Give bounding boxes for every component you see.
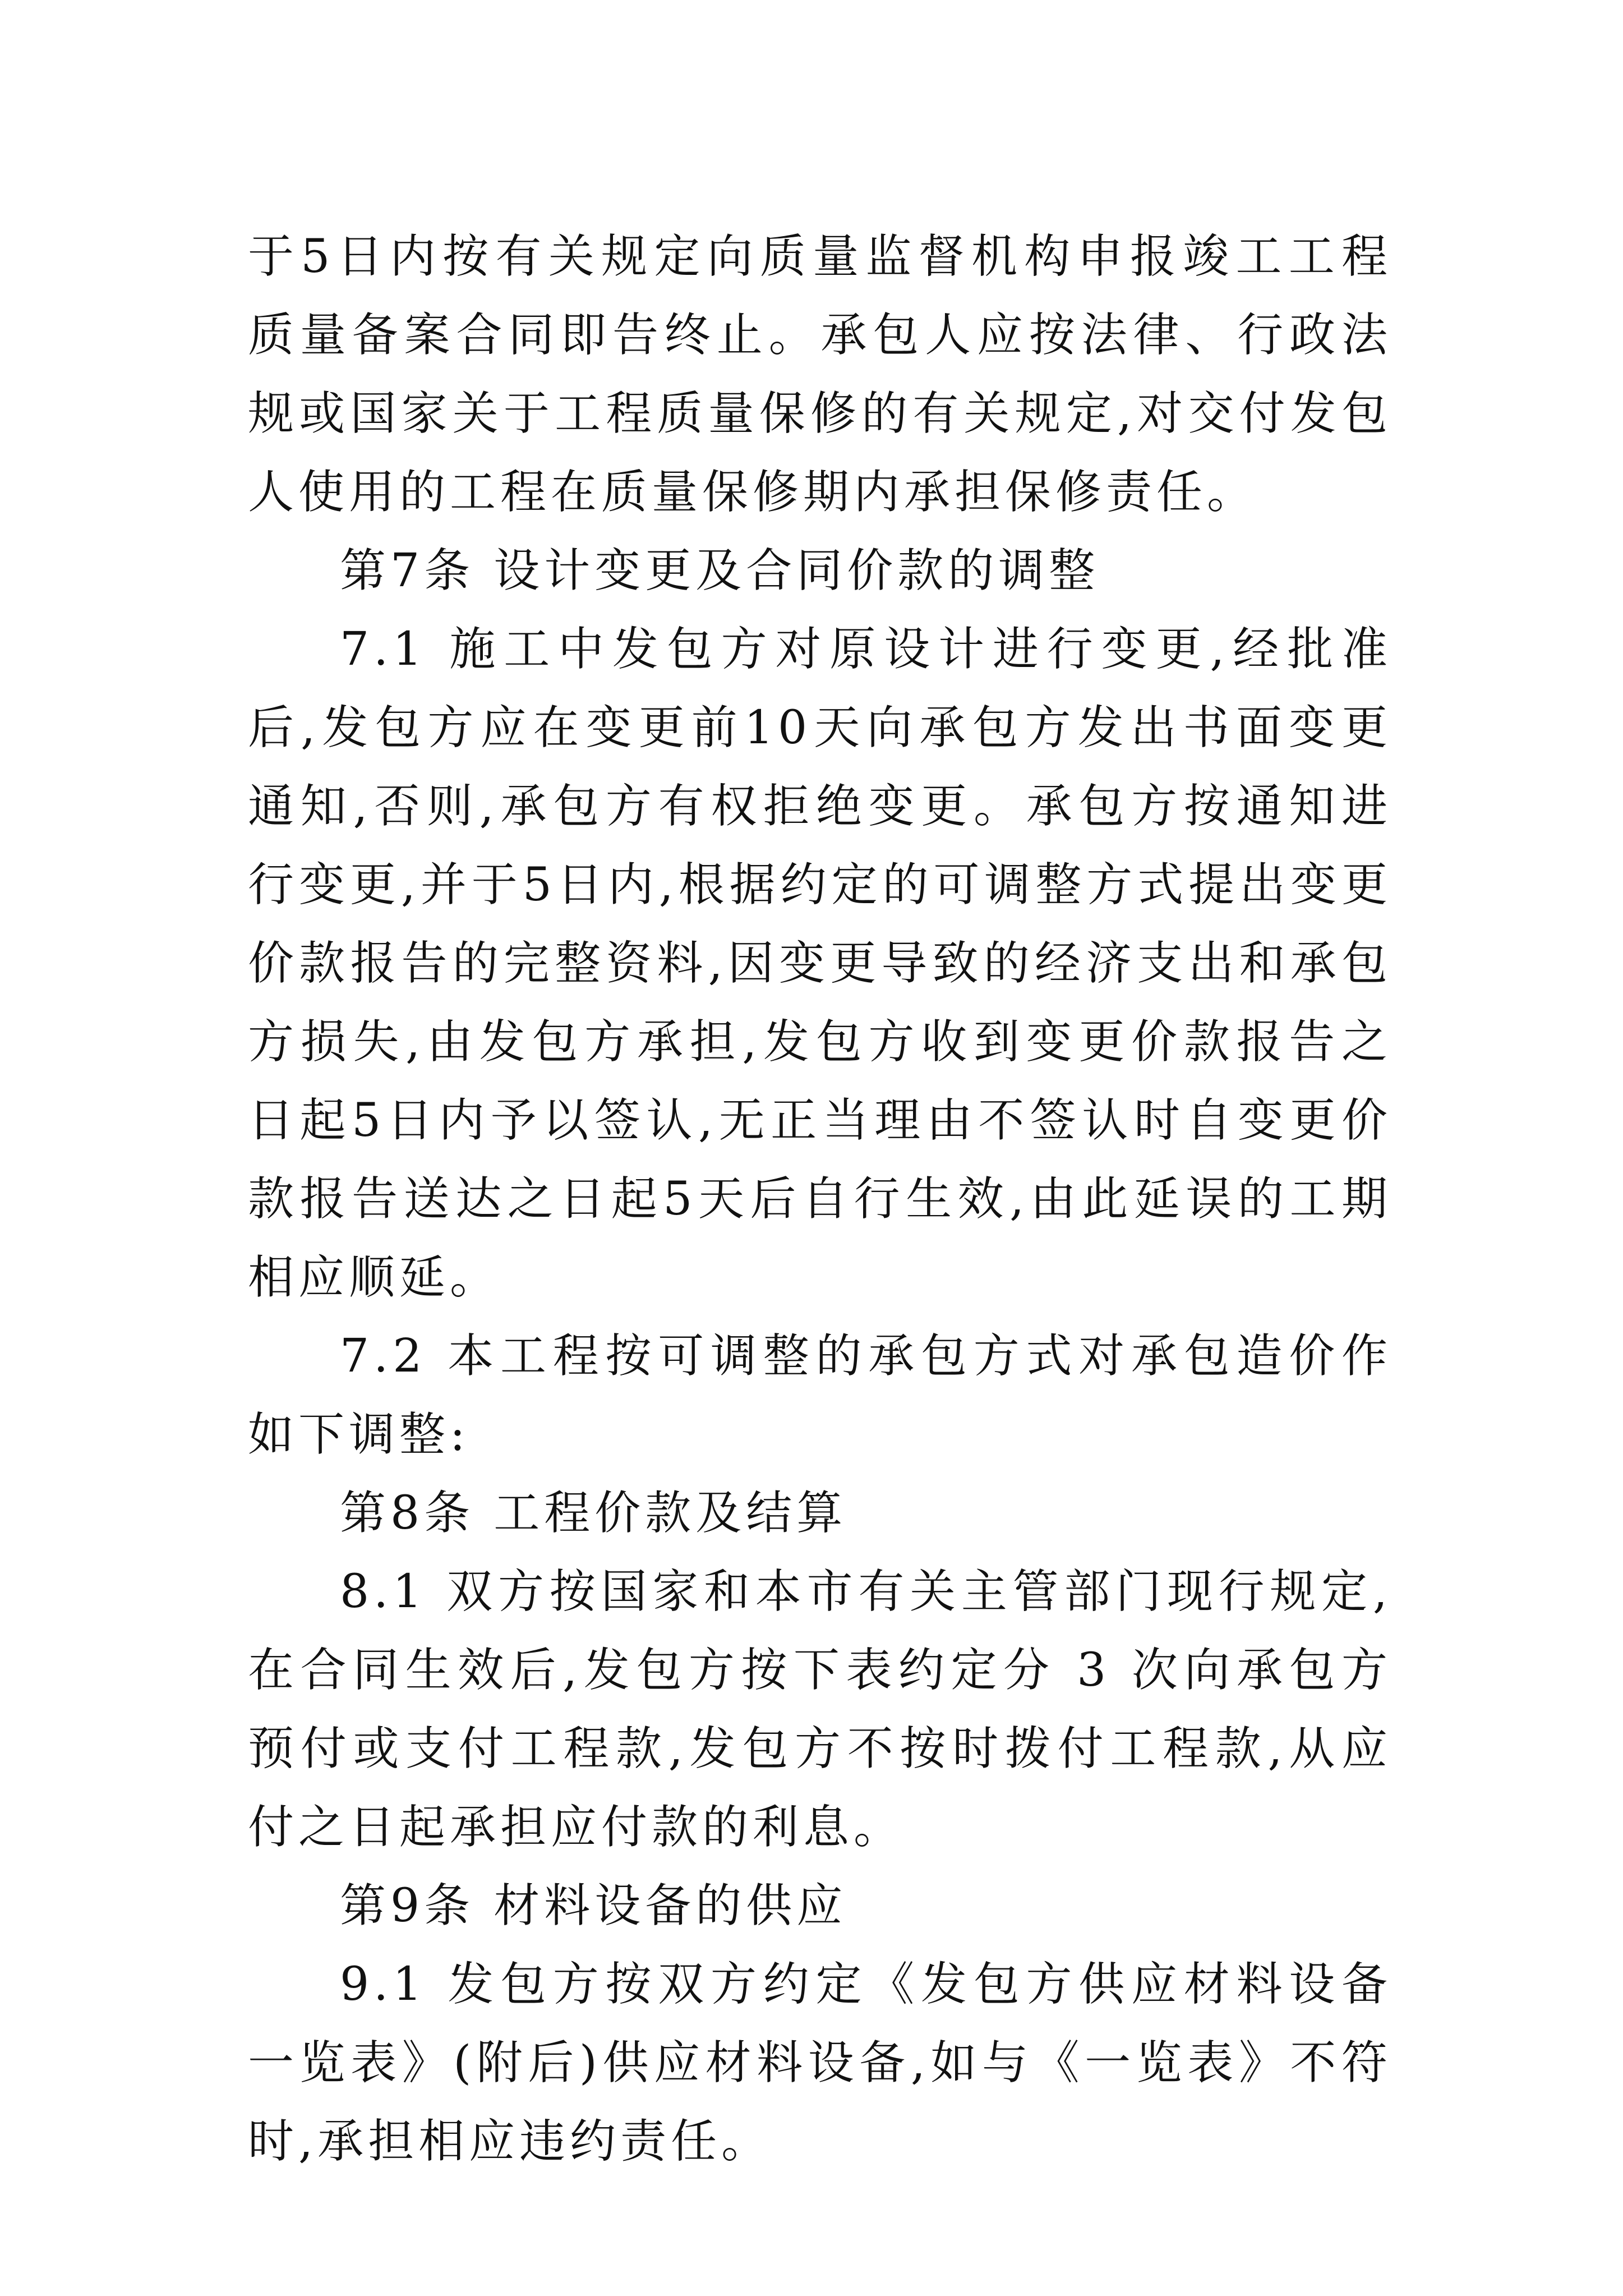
paragraph-7-1: 7.1 施工中发包方对原设计进行变更,经批准后,发包方应在变更前10天向承包方发出书面变更通知,否则,承包方有权拒绝变更。承包方按通知进行变更,并于5日内,根据约定的可调整方式提出变更价款报告的完整资料,因变更导致的经济支出和承包方损失,由发包方承担,发包方收到变更价款报告之日起5日内予以签认,无正当理由不签认时自变更价款报告送达之日起5天后自行生效,由此延误的工期相应顺延。 — [248, 623, 1392, 1304]
heading-article-9: 第9条 材料设备的供应 — [340, 1879, 847, 1932]
document-body — [248, 218, 1392, 2181]
heading-article-8: 第8条 工程价款及结算 — [340, 1487, 847, 1540]
paragraph-warranty: 于5日内按有关规定向质量监督机构申报竣工工程质量备案合同即告终止。承包人应按法律、行政法规或国家关于工程质量保修的有关规定,对交付发包人使用的工程在质量保修期内承担保修责任。 — [248, 230, 1392, 519]
paragraph-9-1: 9.1 发包方按双方约定《发包方供应材料设备一览表》(附后)供应材料设备,如与《一览表》不符时,承担相应违约责任。 — [248, 1958, 1392, 2168]
paragraph-7-2: 7.2 本工程按可调整的承包方式对承包造价作如下调整: — [248, 1329, 1392, 1461]
paragraph-8-1: 8.1 双方按国家和本市有关主管部门现行规定,在合同生效后,发包方按下表约定分 3 次向承包方预付或支付工程款,发包方不按时拨付工程款,从应付之日起承担应付款的利息。 — [248, 1565, 1392, 1854]
heading-article-7: 第7条 设计变更及合同价款的调整 — [340, 544, 1100, 597]
